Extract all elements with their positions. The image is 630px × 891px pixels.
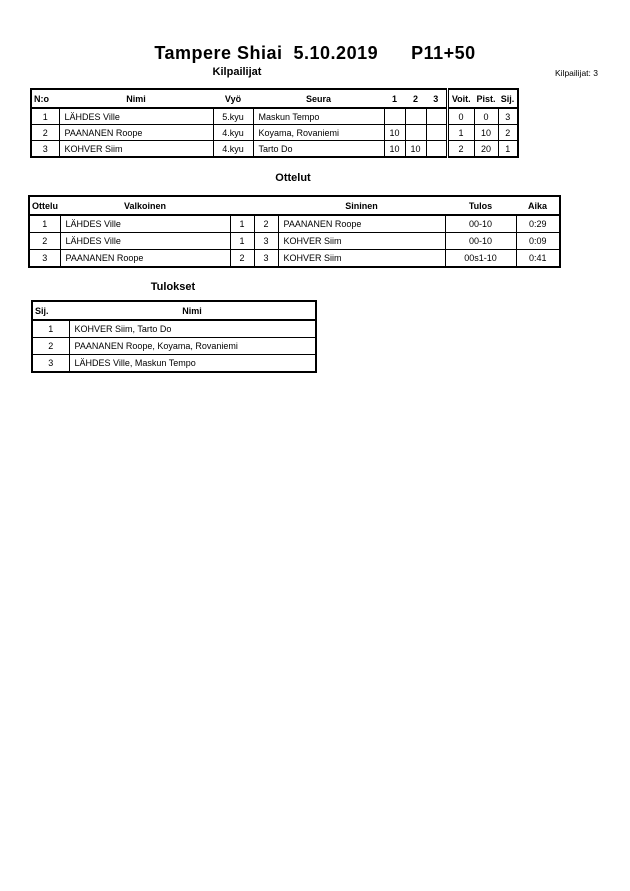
cell-voit: 2 — [447, 141, 474, 158]
cell-nimi: KOHVER Siim — [59, 141, 213, 158]
cell-blue-no: 3 — [254, 233, 278, 250]
cell-white-name: LÄHDES Ville — [60, 215, 230, 233]
section-title-ottelut: Ottelut — [275, 172, 311, 184]
column-header-sij: Sij. — [498, 89, 518, 108]
column-header-sininen: Sininen — [278, 196, 445, 215]
column-header-ottelu: Ottelu — [29, 196, 60, 215]
section-title-tulokset: Tulokset — [150, 281, 196, 293]
table-row — [29, 233, 560, 250]
tulokset-table — [31, 300, 317, 373]
cell-match-no: 2 — [29, 233, 60, 250]
cell-time: 0:41 — [516, 250, 560, 268]
cell-white-no: 1 — [230, 233, 254, 250]
cell-time: 0:29 — [516, 215, 560, 233]
column-header-no: N:o — [31, 89, 59, 108]
cell-seura: Maskun Tempo — [253, 108, 384, 125]
cell-seura: Tarto Do — [253, 141, 384, 158]
table-row — [32, 355, 316, 373]
column-header-aika: Aika — [516, 196, 560, 215]
kilpailijat-table — [30, 88, 519, 158]
cell-white-no: 2 — [230, 250, 254, 268]
page-title: Tampere Shiai 5.10.2019 P11+50 — [154, 43, 476, 63]
cell-white-name: PAANANEN Roope — [60, 250, 230, 268]
cell-score-3 — [426, 141, 447, 158]
cell-voit: 1 — [447, 125, 474, 141]
cell-pist: 10 — [474, 125, 498, 141]
cell-seura: Koyama, Rovaniemi — [253, 125, 384, 141]
cell-score-3 — [426, 108, 447, 125]
table-row — [29, 215, 560, 233]
cell-no: 1 — [31, 108, 59, 125]
table-header-row — [29, 196, 560, 215]
column-header-3: 3 — [426, 89, 447, 108]
column-header-blue-no — [254, 196, 278, 215]
column-header-seura: Seura — [253, 89, 384, 108]
cell-blue-name: KOHVER Siim — [278, 233, 445, 250]
cell-vyo: 4.kyu — [213, 141, 253, 158]
cell-pist: 20 — [474, 141, 498, 158]
cell-blue-name: KOHVER Siim — [278, 250, 445, 268]
table-row — [32, 338, 316, 355]
cell-score-1: 10 — [384, 141, 405, 158]
competitor-count-label: Kilpailijat: 3 — [555, 68, 598, 78]
cell-result: 00-10 — [445, 233, 516, 250]
cell-no: 2 — [31, 125, 59, 141]
cell-score-3 — [426, 125, 447, 141]
cell-score-1 — [384, 108, 405, 125]
column-header-white-no — [230, 196, 254, 215]
cell-nimi: PAANANEN Roope — [59, 125, 213, 141]
cell-sij: 1 — [498, 141, 518, 158]
cell-result: 00s1-10 — [445, 250, 516, 268]
table-row — [29, 250, 560, 268]
cell-score-1: 10 — [384, 125, 405, 141]
cell-place: 3 — [32, 355, 69, 373]
column-header-voit: Voit. — [447, 89, 474, 108]
cell-pist: 0 — [474, 108, 498, 125]
cell-white-name: LÄHDES Ville — [60, 233, 230, 250]
table-header-row — [32, 301, 316, 320]
cell-vyo: 4.kyu — [213, 125, 253, 141]
table-row — [31, 141, 518, 158]
cell-white-no: 1 — [230, 215, 254, 233]
column-header-pist: Pist. — [474, 89, 498, 108]
cell-match-no: 3 — [29, 250, 60, 268]
cell-match-no: 1 — [29, 215, 60, 233]
cell-voit: 0 — [447, 108, 474, 125]
cell-name-club: PAANANEN Roope, Koyama, Rovaniemi — [69, 338, 316, 355]
section-title-kilpailijat: Kilpailijat — [212, 66, 262, 78]
column-header-2: 2 — [405, 89, 426, 108]
cell-name-club: KOHVER Siim, Tarto Do — [69, 320, 316, 338]
cell-result: 00-10 — [445, 215, 516, 233]
cell-sij: 3 — [498, 108, 518, 125]
cell-score-2: 10 — [405, 141, 426, 158]
cell-score-2 — [405, 108, 426, 125]
column-header-1: 1 — [384, 89, 405, 108]
cell-blue-no: 3 — [254, 250, 278, 268]
column-header-valkoinen: Valkoinen — [60, 196, 230, 215]
column-header-nimi: Nimi — [69, 301, 316, 320]
cell-name-club: LÄHDES Ville, Maskun Tempo — [69, 355, 316, 373]
cell-sij: 2 — [498, 125, 518, 141]
cell-vyo: 5.kyu — [213, 108, 253, 125]
column-header-tulos: Tulos — [445, 196, 516, 215]
table-row — [31, 108, 518, 125]
cell-nimi: LÄHDES Ville — [59, 108, 213, 125]
cell-blue-name: PAANANEN Roope — [278, 215, 445, 233]
column-header-sij: Sij. — [32, 301, 69, 320]
cell-no: 3 — [31, 141, 59, 158]
cell-place: 1 — [32, 320, 69, 338]
cell-score-2 — [405, 125, 426, 141]
column-header-vyo: Vyö — [213, 89, 253, 108]
table-row — [32, 320, 316, 338]
ottelut-table — [28, 195, 561, 268]
cell-time: 0:09 — [516, 233, 560, 250]
cell-blue-no: 2 — [254, 215, 278, 233]
column-header-nimi: Nimi — [59, 89, 213, 108]
table-header-row — [31, 89, 518, 108]
cell-place: 2 — [32, 338, 69, 355]
table-row — [31, 125, 518, 141]
